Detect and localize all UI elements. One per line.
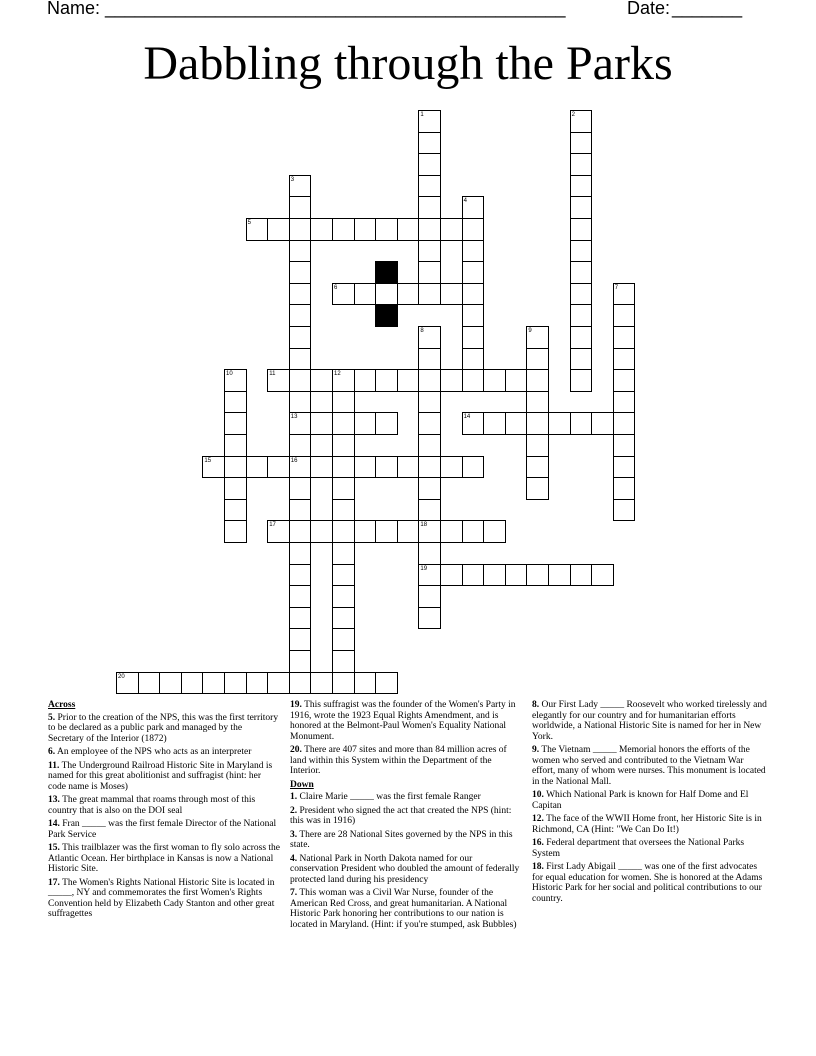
grid-cell[interactable] [289,477,312,500]
grid-cell[interactable] [397,283,420,306]
grid-cell[interactable] [397,218,420,241]
clue-across-6: 6. An employee of the NPS who acts as an interpreter [48,747,252,757]
grid-cell[interactable] [418,499,441,522]
grid-cell[interactable] [289,348,312,371]
grid-cell[interactable] [570,153,593,176]
clues-column-1 [48,700,280,923]
grid-cell[interactable] [289,672,312,695]
grid-cell[interactable] [332,456,355,479]
clue-number-20: 20 [118,673,125,680]
clue-number-17: 17 [269,522,276,529]
clue-number-16: 16 [290,457,298,464]
clue-down-4: 4. National Park in North Dakota named for our conservation President who doubled the amount of federally protected land during his presidency [290,853,520,885]
grid-cell[interactable] [289,326,312,349]
grid-cell[interactable] [418,348,441,371]
grid-cell[interactable] [310,456,333,479]
grid-cell[interactable] [332,391,355,414]
clue-number-7: 7 [614,284,619,291]
clue-number-2: 2 [571,112,575,118]
grid-cell[interactable] [418,412,441,435]
grid-cell[interactable] [613,456,636,479]
grid-cell[interactable] [570,326,593,349]
grid-cell[interactable] [181,672,204,695]
grid-cell[interactable] [418,283,441,306]
clue-number-12: 12 [334,371,341,378]
grid-cell[interactable] [462,304,485,327]
grid-cell[interactable] [418,434,441,457]
grid-cell[interactable] [246,456,269,479]
grid-cell[interactable] [418,196,441,219]
grid-cell[interactable] [613,304,636,327]
date-field[interactable]: _______ [672,0,743,18]
clue-number-8: 8 [420,328,424,334]
grid-cell[interactable] [289,564,312,587]
grid-cell[interactable] [332,585,355,608]
grid-cell[interactable] [267,456,290,479]
grid-cell[interactable] [591,412,614,435]
grid-cell[interactable] [354,369,377,392]
grid-cell[interactable] [570,196,593,219]
grid-cell[interactable] [570,283,593,306]
grid-cell[interactable] [289,499,312,522]
grid-cell[interactable] [483,564,506,587]
clue-down-18: 18. First Lady Abigail _____ was one of the first advocates for equal education for women. She is honored at the Adams Historic Park for her social and political contributions to our country. [532,862,763,904]
clue-number-10: 10 [226,371,233,378]
clues-column-2 [290,700,520,933]
grid-cell[interactable] [526,391,549,414]
grid-cell[interactable] [289,369,312,392]
grid-cell[interactable] [332,520,355,543]
grid-cell[interactable] [462,283,485,306]
grid-cell[interactable] [289,585,312,608]
grid-cell[interactable] [289,391,312,414]
grid-cell[interactable] [462,456,485,479]
grid-cell[interactable] [397,456,420,479]
grid-cell[interactable] [462,326,485,349]
down-heading: Down [290,779,314,790]
grid-cell[interactable] [440,283,463,306]
grid-cell[interactable] [202,672,225,695]
clue-across-5: 5. Prior to the creation of the NPS, this was the first territory to be declared as a public park and managed by the Secretary of the Interior (1872) [48,712,279,744]
grid-cell[interactable] [267,218,290,241]
grid-cell[interactable] [332,628,355,651]
grid-cell[interactable] [418,132,441,155]
blocked-cell [375,261,398,284]
grid-cell[interactable] [505,564,528,587]
grid-cell[interactable] [354,218,377,241]
grid-cell[interactable] [483,520,506,543]
clue-down-12: 12. The face of the WWII Home front, her Historic Site is in Richmond, CA (Hint: "We Can Do It!) [532,814,762,835]
grid-cell[interactable] [354,520,377,543]
grid-cell[interactable] [354,456,377,479]
clue-across-20: 20. There are 407 sites and more than 84 million acres of land within this System within the Department of the Interior. [290,745,507,776]
clue-down-7: 7. This woman was a Civil War Nurse, founder of the American Red Cross, and great humanitarian. A National Historic Park honoring her contributions to our nation is located in Maryland. (Hint: if you're stumped, ask Bubbles) [290,888,517,930]
grid-cell[interactable] [332,412,355,435]
grid-cell[interactable] [354,412,377,435]
grid-cell[interactable] [483,369,506,392]
grid-cell[interactable] [418,369,441,392]
grid-cell[interactable] [526,434,549,457]
clue-number-5: 5 [247,220,251,226]
grid-cell[interactable] [224,412,247,435]
clue-across-19: 19. This suffragist was the founder of the Women's Party in 1916, wrote the 1923 Equal Rights Amendment, and is honored at the Belmont-Paul Women's Equality National Monument. [290,700,516,742]
grid-cell[interactable] [526,348,549,371]
clue-down-3: 3. There are 28 National Sites governed by the NPS in this state. [290,829,513,850]
grid-cell[interactable] [332,650,355,673]
grid-cell[interactable] [289,283,312,306]
clue-number-11: 11 [269,371,276,378]
grid-cell[interactable] [418,175,441,198]
grid-cell[interactable] [375,218,398,241]
blocked-cell [375,304,398,327]
grid-cell[interactable] [526,456,549,479]
grid-cell[interactable] [289,218,312,241]
grid-cell[interactable] [570,261,593,284]
grid-cell[interactable] [418,585,441,608]
grid-cell[interactable] [332,499,355,522]
date-label: Date: [627,0,671,18]
grid-cell[interactable] [418,153,441,176]
clues-column-3 [532,700,768,907]
grid-cell[interactable] [375,456,398,479]
clue-number-19: 19 [420,565,428,572]
grid-cell[interactable] [310,672,333,695]
grid-cell[interactable] [570,369,593,392]
grid-cell[interactable] [310,412,333,435]
grid-cell[interactable] [418,607,441,630]
grid-cell[interactable] [332,607,355,630]
grid-cell[interactable] [483,412,506,435]
across-heading: Across [48,700,76,710]
clue-across-11: 11. The Underground Railroad Historic Site in Maryland is named for this great abolitionist and suffragist (hint: her code name is Moses) [48,760,273,792]
clue-down-1: 1. Claire Marie _____ was the first female Ranger [290,792,481,802]
grid-cell[interactable] [289,304,312,327]
grid-cell[interactable] [354,672,377,695]
grid-cell[interactable] [570,218,593,241]
grid-cell[interactable] [462,261,485,284]
grid-cell[interactable] [397,520,420,543]
clue-down-10: 10. Which National Park is known for Half Dome and El Capitan [532,790,749,811]
grid-cell[interactable] [246,672,269,695]
grid-cell[interactable] [462,369,485,392]
grid-cell[interactable] [332,564,355,587]
name-label: Name: [47,0,101,18]
clue-across-13: 13. The great mammal that roams through most of this country that is also on the DOI seal [48,795,256,816]
grid-cell[interactable] [224,456,247,479]
grid-cell[interactable] [613,326,636,349]
name-field[interactable]: ______________________________________________ [105,0,566,18]
grid-cell[interactable] [613,369,636,392]
grid-cell[interactable] [375,283,398,306]
grid-cell[interactable] [289,240,312,263]
grid-cell[interactable] [289,434,312,457]
grid-cell[interactable] [440,218,463,241]
grid-cell[interactable] [375,520,398,543]
clue-down-16: 16. Federal department that oversees the National Parks System [532,838,745,859]
grid-cell[interactable] [310,520,333,543]
grid-cell[interactable] [418,391,441,414]
grid-cell[interactable] [224,672,247,695]
grid-cell[interactable] [267,672,290,695]
clue-across-14: 14. Fran _____ was the first female Director of the National Park Service [48,819,277,840]
grid-cell[interactable] [224,477,247,500]
page-title: Dabbling through the Parks [143,37,673,90]
grid-cell[interactable] [418,240,441,263]
grid-cell[interactable] [375,672,398,695]
grid-cell[interactable] [505,412,528,435]
grid-cell[interactable] [138,672,161,695]
grid-cell[interactable] [462,240,485,263]
grid-cell[interactable] [418,261,441,284]
clue-number-3: 3 [290,176,295,183]
clue-across-17: 17. The Women's Rights National Historic Site is located in _____, NY and commemorates the first Women's Rights Convention held by Elizabeth Cady Stanton and other great suffragettes [48,877,275,919]
grid-cell[interactable] [591,564,614,587]
grid-cell[interactable] [354,283,377,306]
grid-cell[interactable] [289,261,312,284]
grid-cell[interactable] [418,456,441,479]
grid-cell[interactable] [570,175,593,198]
clue-number-15: 15 [204,457,212,464]
clue-number-6: 6 [334,284,338,291]
grid-cell[interactable] [462,218,485,241]
grid-cell[interactable] [613,348,636,371]
grid-cell[interactable] [548,412,571,435]
grid-cell[interactable] [159,672,182,695]
grid-cell[interactable] [224,520,247,543]
grid-cell[interactable] [440,456,463,479]
grid-cell[interactable] [613,477,636,500]
grid-cell[interactable] [462,520,485,543]
grid-cell[interactable] [289,196,312,219]
grid-cell[interactable] [332,672,355,695]
grid-cell[interactable] [440,520,463,543]
clue-number-4: 4 [463,198,467,205]
grid-cell[interactable] [418,477,441,500]
grid-cell[interactable] [397,369,420,392]
clue-across-15: 15. This trailblazer was the first woman to fly solo across the Atlantic Ocean. Her birthplace in Kansas is now a National Historic Site. [48,843,281,874]
grid-cell[interactable] [289,628,312,651]
grid-cell[interactable] [289,650,312,673]
grid-cell[interactable] [526,564,549,587]
clue-number-18: 18 [420,522,428,529]
grid-cell[interactable] [440,369,463,392]
grid-cell[interactable] [570,132,593,155]
grid-cell[interactable] [224,499,247,522]
grid-cell[interactable] [462,348,485,371]
grid-cell[interactable] [418,542,441,565]
grid-cell[interactable] [570,348,593,371]
clue-down-2: 2. President who signed the act that created the NPS (hint: this was in 1916) [290,805,512,826]
grid-cell[interactable] [289,520,312,543]
grid-cell[interactable] [526,369,549,392]
clue-number-1: 1 [420,112,424,118]
grid-cell[interactable] [462,564,485,587]
grid-cell[interactable] [570,304,593,327]
grid-cell[interactable] [289,542,312,565]
grid-cell[interactable] [375,369,398,392]
clue-down-8: 8. Our First Lady _____ Roosevelt who worked tirelessly and elegantly for our country and for humanitarian efforts worldwide, a National Historic Site is named for her in New York. [532,700,767,742]
grid-cell[interactable] [440,564,463,587]
grid-cell[interactable] [224,434,247,457]
grid-cell[interactable] [570,240,593,263]
grid-cell[interactable] [289,607,312,630]
grid-cell[interactable] [224,391,247,414]
clue-number-14: 14 [463,414,471,421]
grid-cell[interactable] [570,564,593,587]
clue-number-9: 9 [528,328,532,334]
grid-cell[interactable] [375,412,398,435]
grid-cell[interactable] [526,412,549,435]
grid-cell[interactable] [505,369,528,392]
grid-cell[interactable] [613,434,636,457]
grid-cell[interactable] [332,434,355,457]
grid-cell[interactable] [310,369,333,392]
grid-cell[interactable] [310,218,333,241]
grid-cell[interactable] [613,412,636,435]
grid-cell[interactable] [613,391,636,414]
grid-cell[interactable] [418,218,441,241]
grid-cell[interactable] [332,218,355,241]
grid-cell[interactable] [570,412,593,435]
grid-cell[interactable] [332,542,355,565]
grid-cell[interactable] [548,564,571,587]
grid-cell[interactable] [526,477,549,500]
clue-down-9: 9. The Vietnam _____ Memorial honors the efforts of the women who served and contributed to the Vietnam War effort, many of whom were nurses. This monument is located in the National Mall. [532,745,766,787]
grid-cell[interactable] [613,499,636,522]
grid-cell[interactable] [332,477,355,500]
clue-number-13: 13 [290,414,298,421]
